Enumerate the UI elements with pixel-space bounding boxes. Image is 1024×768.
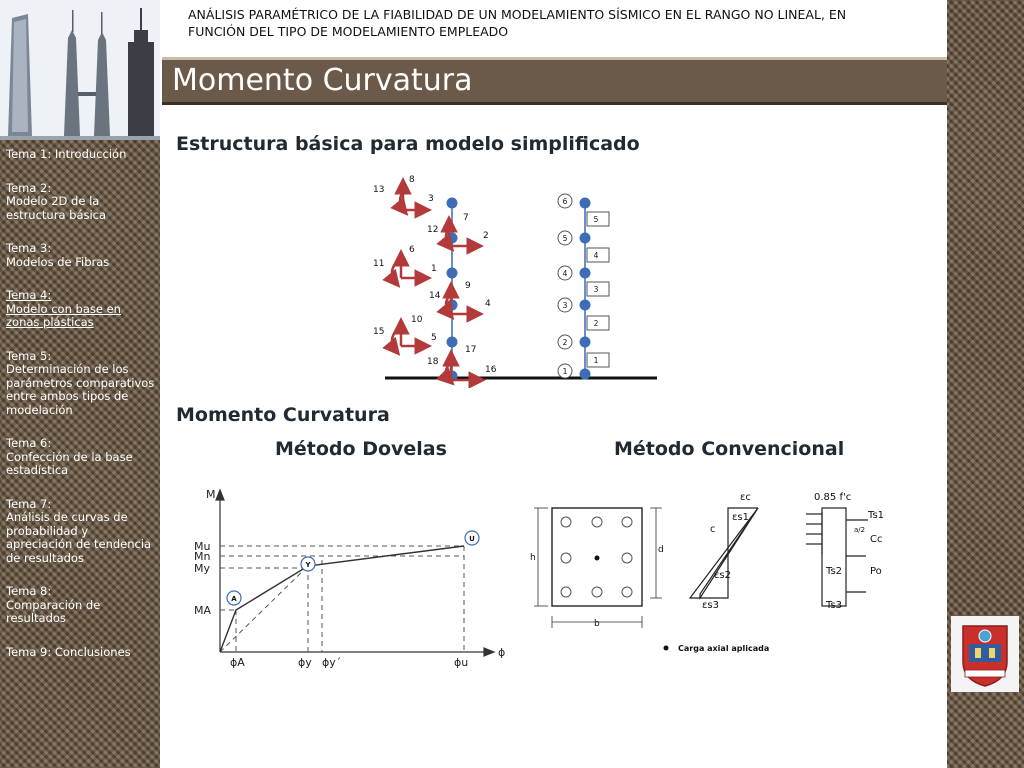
y-tick-label: Mu [194, 540, 211, 553]
stress-label: Ts2 [826, 566, 843, 577]
dof-label: 16 [485, 365, 497, 375]
sidebar-item-tema-2[interactable]: Tema 2: Modelo 2D de la estructura básica [6, 180, 107, 222]
conventional-method-diagram [530, 480, 900, 660]
dof-label: 13 [373, 185, 385, 195]
dof-label: 5 [431, 333, 437, 343]
x-tick-label: ϕu [454, 656, 469, 669]
element-label: 5 [593, 215, 599, 224]
dof-label: 3 [428, 194, 434, 204]
sidebar-item-tema-8[interactable]: Tema 8: Comparación de resultados [6, 584, 101, 625]
dof-label: 6 [409, 245, 415, 255]
point-label: A [231, 595, 237, 603]
element-label: 1 [593, 356, 599, 365]
y-tick-label: Mn [194, 550, 211, 563]
x-tick-label: ϕA [230, 656, 245, 669]
x-axis-label: ϕ [498, 646, 506, 659]
stress-label: Ts3 [826, 600, 843, 611]
stress-label: Ts1 [868, 510, 885, 521]
dof-label: 14 [429, 291, 441, 301]
node-label: 2 [562, 338, 568, 347]
heading-metodo-dovelas: Método Dovelas [275, 438, 447, 460]
dim-h: h [530, 553, 536, 563]
sidebar-item-tema-5[interactable]: Tema 5: Determinación de los parámetros comparativos entre ambos tipos de modelación [6, 348, 155, 417]
stress-label: a/2 [854, 526, 866, 534]
heading-metodo-convencional: Método Convencional [614, 438, 845, 460]
dof-label: 2 [483, 231, 489, 241]
sidebar-item-tema-4[interactable]: Tema 4: Modelo con base en zonas plásticas [6, 288, 121, 329]
y-axis-label: M [206, 488, 216, 501]
x-tick-label: ϕy´ [322, 656, 342, 669]
dof-label: 9 [465, 281, 471, 291]
y-tick-label: MA [194, 604, 212, 617]
dof-label: 4 [485, 299, 491, 309]
dof-label: 11 [373, 259, 385, 269]
sidebar-item-tema-1[interactable]: Tema 1: Introducción [6, 147, 127, 161]
dof-label: 12 [427, 225, 439, 235]
point-label: Y [305, 561, 311, 569]
presentation-subtitle: ANÁLISIS PARAMÉTRICO DE LA FIABILIDAD DE UN MODELAMIENTO SÍSMICO EN EL RANGO NO LINEAL, EN FUNCIÓN DEL TIPO DE MODELAMIENTO EMPLEADO [188, 7, 847, 39]
node-label: 4 [562, 269, 568, 278]
point-label: U [469, 535, 475, 543]
structure-diagram [365, 168, 665, 388]
node-label: 1 [562, 367, 568, 376]
element-label: 2 [593, 319, 599, 328]
element-label: 4 [593, 251, 599, 260]
element-label: 3 [593, 285, 599, 294]
dim-b: b [594, 619, 600, 629]
stress-label: 0.85 f'c [814, 492, 852, 503]
moment-curvature-diagram [188, 480, 513, 670]
title-bar [162, 57, 947, 105]
dof-label: 1 [431, 264, 437, 274]
strain-label: εc [740, 492, 751, 503]
stress-label: Cc [870, 534, 883, 545]
dof-label: 7 [463, 213, 469, 223]
university-logo [951, 616, 1019, 692]
legend-carga-axial: Carga axial aplicada [678, 644, 770, 653]
dof-label: 10 [411, 315, 423, 325]
dof-label: 15 [373, 327, 385, 337]
dof-label: 18 [427, 357, 439, 367]
node-label: 3 [562, 301, 568, 310]
strain-label: c [710, 524, 716, 535]
node-label: 5 [562, 234, 568, 243]
dof-label: 17 [465, 345, 477, 355]
stress-label: Po [870, 566, 882, 577]
slide-title: Momento Curvatura [172, 63, 473, 98]
sidebar-item-tema-7[interactable]: Tema 7: Análisis de curvas de probabilidad y apreciación de tendencia de resultados [6, 496, 152, 565]
strain-label: εs3 [702, 600, 719, 611]
dof-label: 8 [409, 175, 415, 185]
sidebar-nav [6, 148, 156, 679]
sidebar-item-tema-3[interactable]: Tema 3: Modelos de Fibras [6, 241, 110, 269]
heading-estructura-basica: Estructura básica para modelo simplificado [176, 133, 640, 155]
node-label: 6 [562, 197, 568, 206]
heading-momento-curvatura: Momento Curvatura [176, 404, 390, 426]
y-tick-label: My [194, 562, 211, 575]
strain-label: εs2 [714, 570, 731, 581]
strain-label: εs1 [732, 512, 749, 523]
sidebar-item-tema-9[interactable]: Tema 9: Conclusiones [6, 644, 131, 659]
skyline-image [0, 0, 160, 140]
x-tick-label: ϕy [298, 656, 312, 669]
sidebar-item-tema-6[interactable]: Tema 6: Confección de la base estadística [6, 436, 133, 477]
dim-d: d [658, 545, 664, 555]
